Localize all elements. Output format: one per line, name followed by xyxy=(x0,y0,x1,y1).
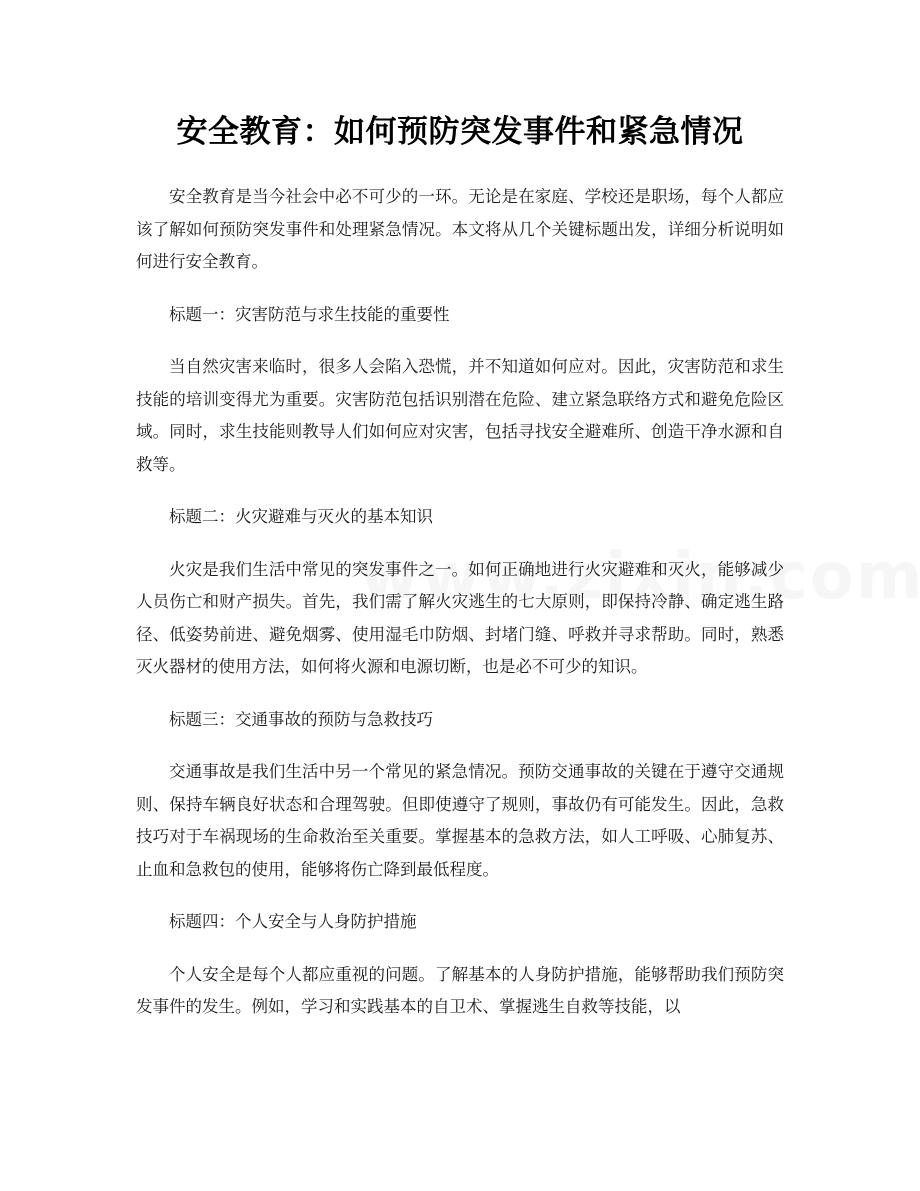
section-heading-2: 标题二：火灾避难与灭火的基本知识 xyxy=(169,507,433,526)
section-heading-1: 标题一：灾害防范与求生技能的重要性 xyxy=(169,304,450,324)
page-title: 安全教育：如何预防突发事件和紧急情况 xyxy=(176,114,744,150)
section-paragraph-1: 当自然灾害来临时，很多人会陷入恐慌，并不知道如何应对。因此，灾害防范和求生技能的培训变得尤为重要。灾害防范包括识别潜在危险、建立紧急联络方式和避免危险区域。同时，求生技能则教导人们如何应对灾害，包括寻找安全避难所、创造干净水源和自救等。 xyxy=(136,357,784,474)
section-heading-3: 标题三：交通事故的预防与急救技巧 xyxy=(169,709,433,729)
section-paragraph-4: 个人安全是每个人都应重视的问题。了解基本的人身防护措施，能够帮助我们预防突发事件的发生。例如，学习和实践基本的自卫术、掌握逃生自救等技能，以 xyxy=(136,964,784,1016)
document-body xyxy=(136,181,784,1044)
section-heading-4: 标题四：个人安全与人身防护措施 xyxy=(169,912,417,931)
intro-paragraph: 安全教育是当今社会中必不可少的一环。无论是在家庭、学校还是职场，每个人都应该了解如何预防突发事件和处理紧急情况。本文将从几个关键标题出发，详细分析说明如何进行安全教育。 xyxy=(136,187,784,271)
section-paragraph-2: 火灾是我们生活中常见的突发事件之一。如何正确地进行火灾避难和灭火，能够减少人员伤亡和财产损失。首先，我们需了解火灾逃生的七大原则，即保持冷静、确定逃生路径、低姿势前进、避免烟雾、使用湿毛巾防烟、封堵门缝、呼救并寻求帮助。同时，熟悉灭火器材的使用方法，如何将火源和电源切断，也是必不可少的知识。 xyxy=(136,559,784,676)
section-paragraph-3: 交通事故是我们生活中另一个常见的紧急情况。预防交通事故的关键在于遵守交通规则、保持车辆良好状态和合理驾驶。但即使遵守了规则，事故仍有可能发生。因此，急救技巧对于车祸现场的生命救治至关重要。掌握基本的急救方法，如人工呼吸、心肺复苏、止血和急救包的使用，能够将伤亡降到最低程度。 xyxy=(136,762,784,879)
